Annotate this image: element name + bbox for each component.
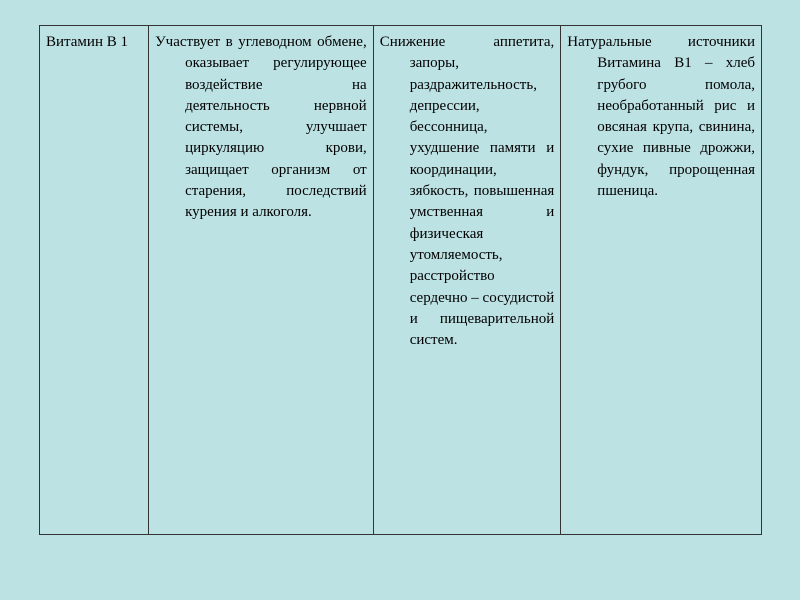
function-cell	[149, 26, 374, 535]
vitamin-name: Витамин В 1	[46, 34, 128, 50]
natural-sources-text: Натуральные источники Витамина В1 – хлеб грубого помола, необработанный рис и овсяная крупа, свинина, сухие пивные дрожжи, фундук, пророщенная пшеница.	[567, 34, 755, 200]
deficiency-symptoms-text: Снижение аппетита, запоры, раздражительность, депрессии, бессонница, ухудшение памяти и координации, зябкость, повышенная умственная и физическая утомляемость, расстройство сердечно – сосудистой и пищеварительной систем.	[379, 34, 555, 349]
sources-cell	[561, 26, 762, 535]
vitamin-function-text: Участвует в углеводном обмене, оказывает регулирующее воздействие на деятельность нервной системы, улучшает циркуляцию крови, защищает организм от старения, последствий курения и алкоголя.	[155, 34, 367, 221]
deficiency-cell	[373, 26, 561, 535]
table-row	[40, 26, 762, 535]
vitamin-name-cell	[40, 26, 149, 535]
vitamin-table	[39, 25, 762, 535]
